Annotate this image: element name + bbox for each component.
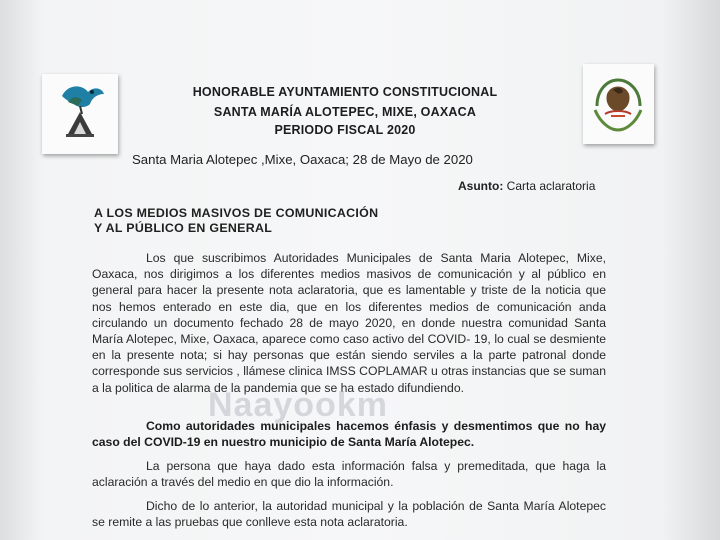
header-line-1: HONORABLE AYUNTAMIENTO CONSTITUCIONAL (192, 85, 498, 99)
municipal-logo (42, 74, 118, 154)
paragraph-3: La persona que haya dado esta información falsa y premeditada, que haga la aclaración a través del medio en que dio la información. (92, 459, 606, 490)
header-line-2: SANTA MARÍA ALOTEPEC, MIXE, OAXACA (213, 105, 477, 119)
paragraph-2: Como autoridades municipales hacemos énfasis y desmentimos que no hay caso del COVID-19 en nuestro municipio de Santa María Alotepec. (92, 419, 606, 450)
mexican-coat-of-arms (583, 64, 654, 144)
subject-text: Carta aclaratoria (506, 179, 596, 193)
addressee-line-2: Y AL PÚBLICO EN GENERAL (94, 221, 273, 235)
watermark: Naayookm (208, 386, 388, 424)
subject-line (458, 179, 595, 193)
bird-emblem-icon (42, 74, 118, 154)
header-line-3: PERIODO FISCAL 2020 (274, 123, 416, 137)
paragraph-4: Dicho de lo anterior, la autoridad municipal y la población de Santa María Alotepec se remite a las pruebas que conlleve esta nota aclaratoria. (92, 499, 606, 530)
subject-label: Asunto: (458, 179, 504, 193)
eagle-seal-icon (583, 64, 654, 144)
addressee-line-1: A LOS MEDIOS MASIVOS DE COMUNICACIÓN (94, 206, 379, 220)
paragraph-1: Los que suscribimos Autoridades Municipales de Santa Maria Alotepec, Mixe, Oaxaca, nos dirigimos a los diferentes medios masivos de comunicación y al público en general para hacer la presente nota aclaratoria, que es lamentable y triste de la noticia que nos hemos enterado en este dia, que en los diferentes medios de comunicación anda circulando un documento fechado 28 de mayo 2020, en donde nuestra comunidad Santa María Alotepec, Mixe, Oaxaca, aparece como caso activo del COVID- 19, lo cual se desmiente en la presente nota; si hay personas que están siendo serviles a la parte patronal donde corresponde sus servicios , llámese clinica IMSS COPLAMAR u otras instancias que se suman a la politica de alarma de la pandemia que se ha estado difundiendo. (92, 251, 606, 395)
date-line: Santa Maria Alotepec ,Mixe, Oaxaca; 28 de Mayo de 2020 (132, 152, 473, 167)
